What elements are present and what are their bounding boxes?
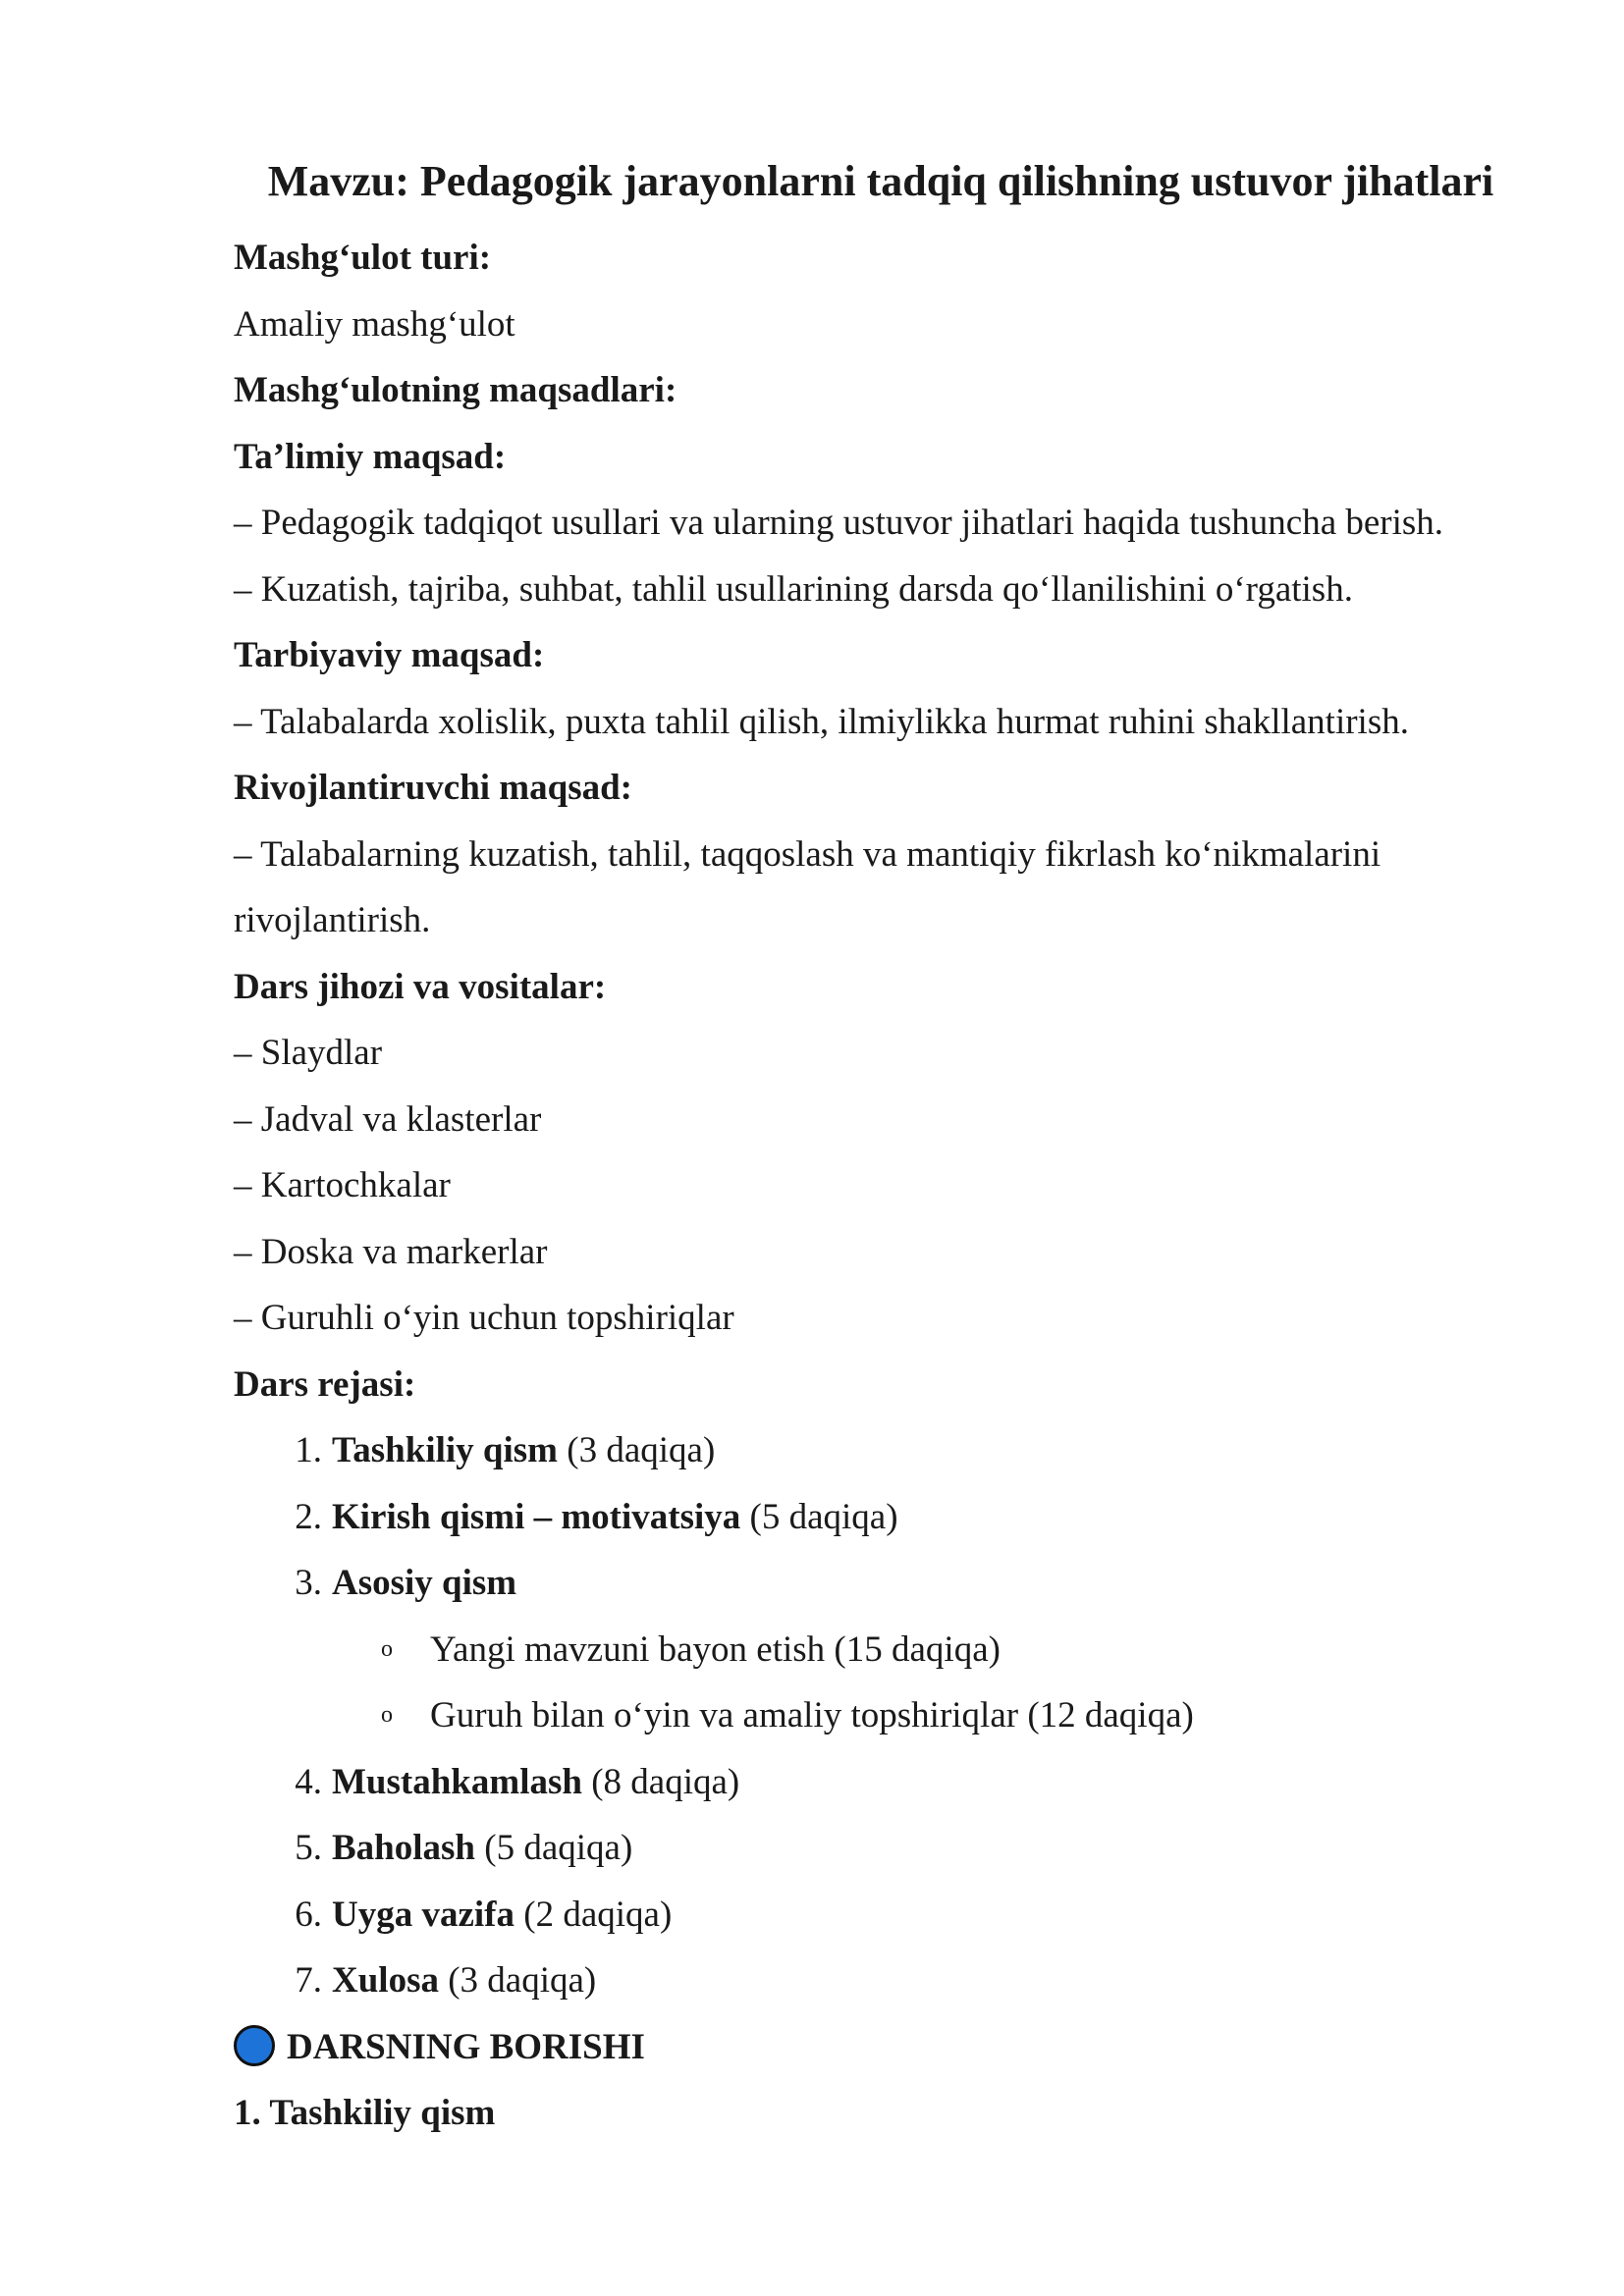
developmental-goal-item-continuation: rivojlantirish.	[234, 900, 431, 940]
plan-item	[234, 1749, 1549, 1816]
lesson-progress-heading	[234, 2014, 1549, 2081]
equipment-item: – Doska va markerlar	[234, 1231, 548, 1272]
page-title: Mavzu: Pedagogik jarayonlarni tadqiq qilishning ustuvor jihatlari	[267, 157, 1494, 205]
lesson-progress-heading-text: DARSNING BORISHI	[287, 2026, 645, 2067]
goals-heading: Mashg‘ulotning maqsadlari:	[234, 370, 677, 410]
equipment-item: – Slaydlar	[234, 1033, 383, 1073]
plan-item-number: 6.	[295, 1894, 322, 1935]
plan-item-title: Mustahkamlash	[332, 1761, 582, 1802]
lesson-type-heading: Mashg‘ulot turi:	[234, 238, 492, 278]
equipment-item: – Kartochkalar	[234, 1165, 451, 1205]
educational-goal-heading: Ta’limiy maqsad:	[234, 436, 507, 477]
plan-item-number: 7.	[295, 1960, 322, 2001]
developmental-goal-item: – Talabalarning kuzatish, tahlil, taqqoslash va mantiqiy fikrlash ko‘nikmalarini	[234, 833, 1381, 875]
hollow-bullet-icon: o	[381, 1702, 393, 1728]
plan-item	[234, 1882, 1549, 1949]
plan-item-title: Kirish qismi – motivatsiya	[332, 1496, 741, 1537]
equipment-heading: Dars jihozi va vositalar:	[234, 966, 607, 1007]
developmental-goal-heading: Rivojlantiruvchi maqsad:	[234, 768, 633, 808]
lesson-type-value: Amaliy mashg‘ulot	[234, 303, 515, 345]
hollow-bullet-icon: o	[381, 1635, 393, 1662]
plan-item-number: 3.	[295, 1563, 322, 1603]
plan-item-title: Asosiy qism	[332, 1563, 517, 1603]
plan-item-number: 2.	[295, 1496, 322, 1537]
plan-item-duration: (2 daqiqa)	[514, 1894, 673, 1935]
plan-item	[234, 1948, 1549, 2014]
plan-item	[234, 1550, 1549, 1617]
equipment-item: – Jadval va klasterlar	[234, 1098, 542, 1140]
plan-item-number: 4.	[295, 1761, 322, 1802]
plan-item-title: Baholash	[332, 1828, 476, 1868]
plan-item-title: Uyga vazifa	[332, 1894, 514, 1935]
plan-item-duration: (3 daqiqa)	[438, 1960, 597, 2001]
plan-item-duration: (8 daqiqa)	[581, 1761, 740, 1802]
document-body	[234, 225, 1549, 2147]
equipment-item: – Guruhli o‘yin uchun topshiriqlar	[234, 1298, 734, 1338]
plan-heading: Dars rejasi:	[234, 1363, 416, 1405]
plan-item-title: Tashkiliy qism	[332, 1430, 559, 1470]
plan-item-duration: (5 daqiqa)	[475, 1828, 633, 1868]
plan-item	[234, 1417, 1549, 1484]
plan-item-duration: (5 daqiqa)	[740, 1496, 898, 1537]
plan-item	[234, 1484, 1549, 1551]
upbringing-goal-heading: Tarbiyaviy maqsad:	[234, 635, 545, 675]
plan-subitem-text: Guruh bilan o‘yin va amaliy topshiriqlar (12 daqiqa)	[430, 1695, 1194, 1735]
plan-item-number: 1.	[295, 1430, 322, 1470]
educational-goal-item: – Pedagogik tadqiqot usullari va ularning ustuvor jihatlari haqida tushuncha berish.	[234, 503, 1444, 543]
plan-subitem	[234, 1617, 1549, 1683]
educational-goal-item: – Kuzatish, tajriba, suhbat, tahlil usullarining darsda qo‘llanilishini o‘rgatish.	[234, 568, 1353, 610]
section-heading: 1. Tashkiliy qism	[234, 2093, 496, 2133]
plan-item-duration: (3 daqiqa)	[558, 1430, 716, 1470]
plan-item-number: 5.	[295, 1828, 322, 1868]
plan-subitem	[234, 1682, 1549, 1749]
plan-item-title: Xulosa	[332, 1960, 439, 2001]
plan-subitem-text: Yangi mavzuni bayon etish (15 daqiqa)	[430, 1629, 1001, 1670]
blue-circle-icon	[234, 2025, 275, 2066]
plan-item	[234, 1815, 1549, 1882]
upbringing-goal-item: – Talabalarda xolislik, puxta tahlil qilish, ilmiylikka hurmat ruhini shakllantirish.	[234, 701, 1409, 742]
